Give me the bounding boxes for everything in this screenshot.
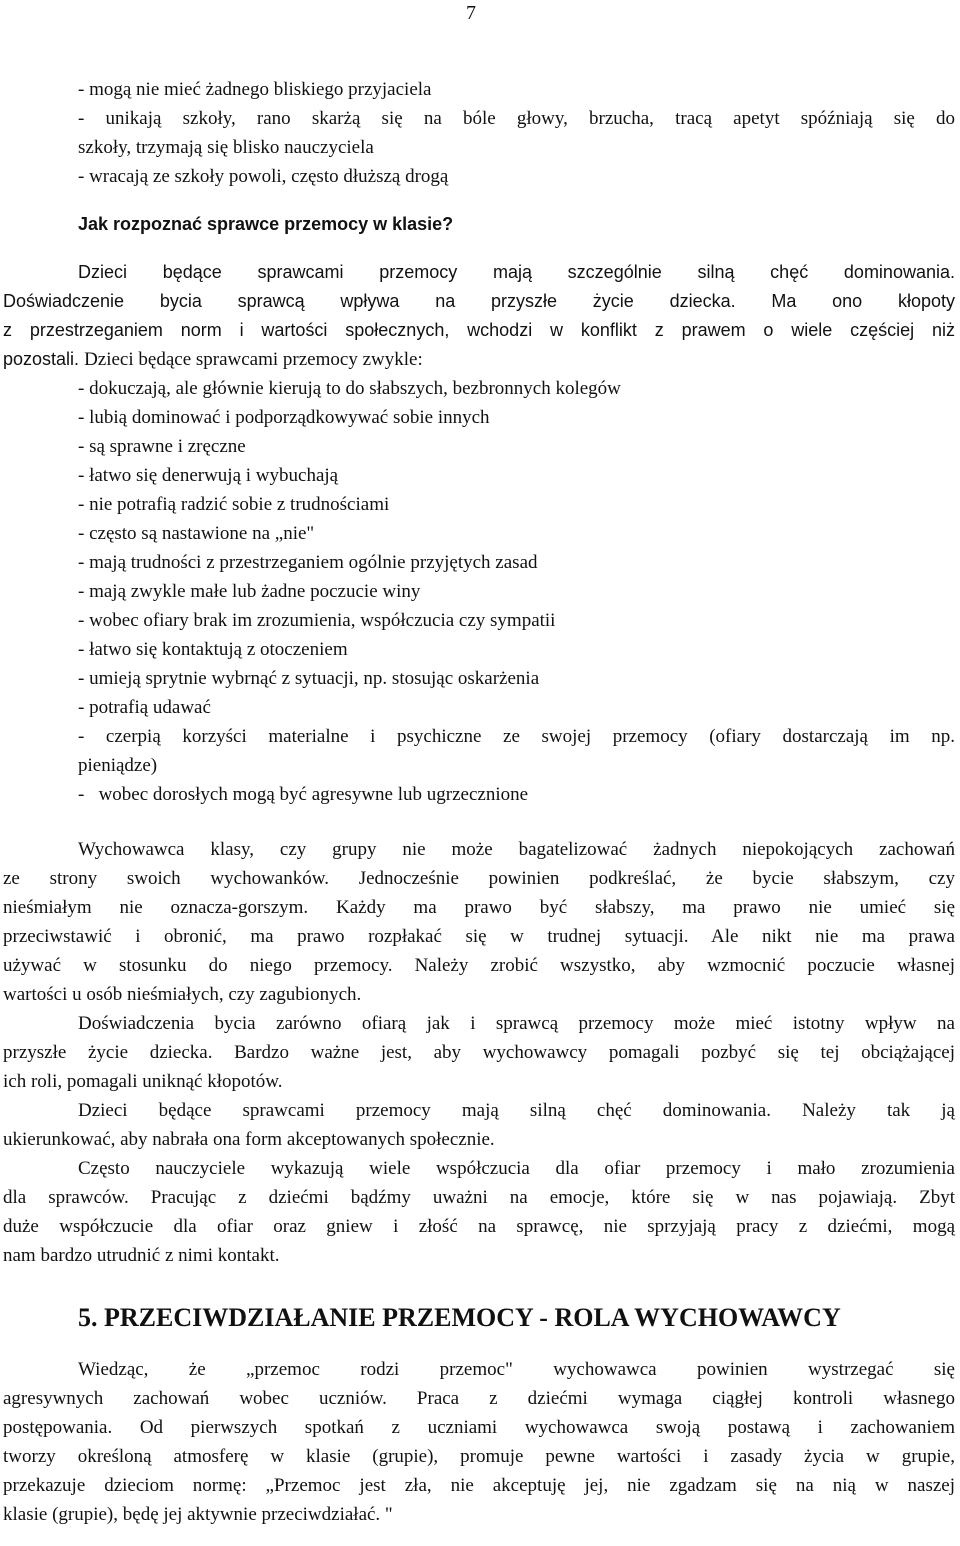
page-number: 7 xyxy=(466,2,476,24)
paragraph-line: Dzieci będące sprawcami przemocy mają silną chęć dominowania. Należy tak ją xyxy=(78,1100,955,1121)
symptom-list xyxy=(3,75,955,191)
paragraph-line: dla sprawców. Pracując z dziećmi bądźmy uważni na emocje, które się w nas pojawiają. Zbyt xyxy=(3,1187,955,1208)
paragraph-line: Dzieci będące sprawcami przemocy mają szczególnie silną chęć dominowania. xyxy=(78,262,955,282)
paragraph-line: przeciwstawić i obronić, ma prawo rozpłakać się w trudnej sytuacji. Ale nikt nie ma prawa xyxy=(3,926,955,947)
paragraph-line: nam bardzo utrudnić z nimi kontakt. xyxy=(3,1245,280,1266)
paragraph-line: agresywnych zachowań wobec uczniów. Praca z dziećmi wymaga ciągłej kontroli własnego xyxy=(3,1388,955,1409)
paragraph-line: używać w stosunku do niego przemocy. Należy zrobić wszystko, aby wzmocnić poczucie własnej xyxy=(3,955,955,976)
list-item: - mają trudności z przestrzeganiem ogólnie przyjętych zasad xyxy=(78,552,538,573)
list-item: - mogą nie mieć żadnego bliskiego przyjaciela xyxy=(78,79,432,100)
paragraph-4 xyxy=(3,1154,955,1270)
paragraph-line: z przestrzeganiem norm i wartości społecznych, wchodzi w konflikt z prawem o wiele częściej niż xyxy=(3,320,955,340)
paragraph-3 xyxy=(3,1096,955,1154)
list-item: - wracają ze szkoły powoli, często dłuższą drogą xyxy=(78,166,449,187)
paragraph-line: tworzy określoną atmosferę w klasie (grupie), promuje pewne wartości i zasady życia w grupie, xyxy=(3,1446,955,1467)
paragraph-2 xyxy=(3,1009,955,1096)
paragraph-text: pozostali. xyxy=(3,349,80,369)
paragraph-1 xyxy=(3,835,955,1009)
list-item: - dokuczają, ale głównie kierują to do słabszych, bezbronnych kolegów xyxy=(78,378,621,399)
paragraph-line: Wychowawca klasy, czy grupy nie może bagatelizować żadnych niepokojących zachowań xyxy=(78,839,955,860)
paragraph-line: Doświadczenia bycia zarówno ofiarą jak i sprawcą przemocy może mieć istotny wpływ na xyxy=(78,1013,955,1034)
paragraph-line: klasie (grupie), będę jej aktywnie przeciwdziałać. " xyxy=(3,1504,393,1525)
list-item: - wobec ofiary brak im zrozumienia, współczucia czy sympatii xyxy=(78,610,556,631)
paragraph-line: wartości u osób nieśmiałych, czy zagubionych. xyxy=(3,984,362,1005)
list-item: - umieją sprytnie wybrnąć z sytuacji, np. stosując oskarżenia xyxy=(78,668,540,689)
list-item: - są sprawne i zręczne xyxy=(78,436,246,457)
paragraph-line: Wiedząc, że „przemoc rodzi przemoc" wychowawca powinien wystrzegać się xyxy=(78,1359,955,1380)
paragraph-line: przekazuje dzieciom normę: „Przemoc jest zła, nie akceptuję jej, nie zgadzam się na nią w naszej xyxy=(3,1475,955,1496)
paragraph-line xyxy=(3,345,955,374)
chapter-heading: 5. PRZECIWDZIAŁANIE PRZEMOCY - ROLA WYCHOWAWCY xyxy=(78,1303,841,1332)
list-item: - często są nastawione na „nie" xyxy=(78,523,315,544)
traits-list xyxy=(3,374,955,809)
list-item: - nie potrafią radzić sobie z trudnościami xyxy=(78,494,390,515)
paragraph-5 xyxy=(3,1355,955,1529)
list-item: - łatwo się denerwują i wybuchają xyxy=(78,465,339,486)
section-heading: Jak rozpoznać sprawce przemocy w klasie? xyxy=(78,214,454,234)
paragraph-line: Doświadczenie bycia sprawcą wpływa na przyszłe życie dziecka. Ma ono kłopoty xyxy=(3,291,955,311)
list-item: - lubią dominować i podporządkowywać sobie innych xyxy=(78,407,490,428)
list-item: szkoły, trzymają się blisko nauczyciela xyxy=(78,137,374,158)
list-item: - wobec dorosłych mogą być agresywne lub ugrzecznione xyxy=(78,784,529,805)
paragraph-text: Dzieci będące sprawcami przemocy zwykle: xyxy=(84,349,423,370)
paragraph-line: ze strony swoich wychowanków. Jednocześnie powinien podkreślać, że bycie słabszym, czy xyxy=(3,868,955,889)
paragraph-line: nieśmiałym nie oznacza-gorszym. Każdy ma prawo być słabszy, ma prawo nie umieć się xyxy=(3,897,955,918)
list-item: - łatwo się kontaktują z otoczeniem xyxy=(78,639,348,660)
paragraph-line: Często nauczyciele wykazują wiele współczucia dla ofiar przemocy i mało zrozumienia xyxy=(78,1158,955,1179)
list-item: pieniądze) xyxy=(78,755,158,776)
document-body xyxy=(3,75,955,1529)
list-item: - mają zwykle małe lub żadne poczucie winy xyxy=(78,581,421,602)
list-item: - unikają szkoły, rano skarżą się na bóle głowy, brzucha, tracą apetyt spóźniają się do xyxy=(78,108,955,129)
list-item: - potrafią udawać xyxy=(78,697,211,718)
paragraph-line: ich roli, pomagali uniknąć kłopotów. xyxy=(3,1071,283,1092)
paragraph-line: postępowania. Od pierwszych spotkań z uczniami wychowawca swoją postawą i zachowaniem xyxy=(3,1417,955,1438)
list-item: - czerpią korzyści materialne i psychiczne ze swojej przemocy (ofiary dostarczają im np. xyxy=(78,726,955,747)
paragraph-line: ukierunkować, aby nabrała ona form akceptowanych społecznie. xyxy=(3,1129,495,1150)
paragraph-line: duże współczucie dla ofiar oraz gniew i złość na sprawcę, nie sprzyjają pracy z dziećmi, mogą xyxy=(3,1216,955,1237)
intro-paragraph xyxy=(3,258,955,374)
paragraph-line: przyszłe życie dziecka. Bardzo ważne jest, aby wychowawcy pomagali pozbyć się tej obciążającej xyxy=(3,1042,955,1063)
